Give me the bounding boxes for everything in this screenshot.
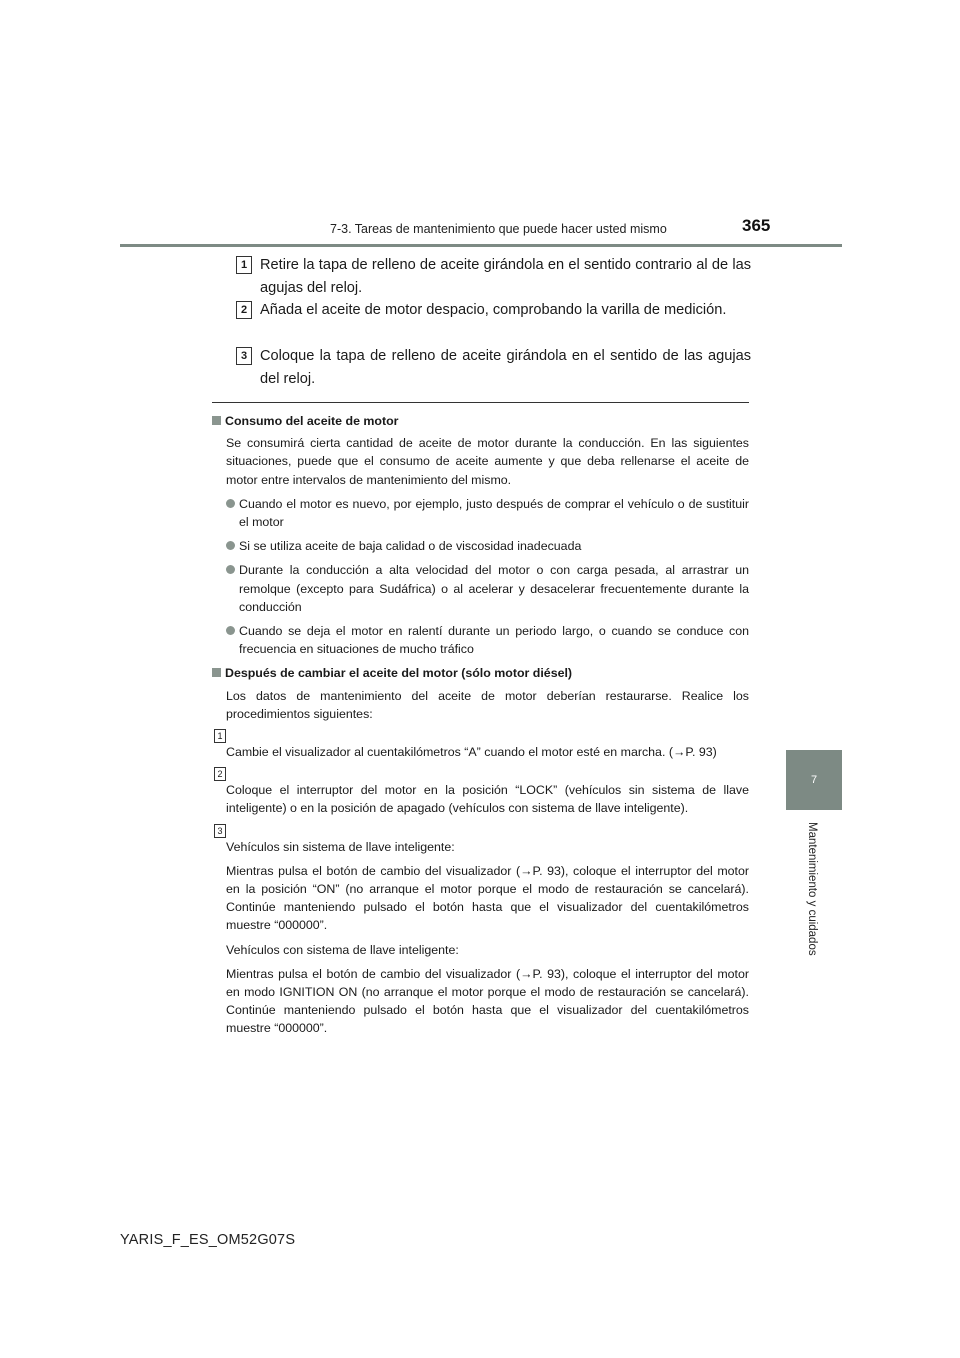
paragraph: Mientras pulsa el botón de cambio del visualizador (→P. 93), coloque el interruptor del motor en modo IGNITION ON (no arranque el motor porque el modo de restauración se cancelará). Continúe manteniendo pulsado el botón hasta que el visualizador del cuentakilómetros muestre “000000”. <box>226 966 749 1036</box>
page-number: 365 <box>742 216 771 235</box>
list-item <box>226 622 749 658</box>
header-rule <box>120 244 842 247</box>
paragraph: Vehículos con sistema de llave inteligente: <box>226 942 459 957</box>
step-number-box: 1 <box>236 256 252 274</box>
square-bullet-icon <box>212 416 221 425</box>
step-text: Vehículos sin sistema de llave inteligente: <box>226 839 455 854</box>
chapter-label: Mantenimiento y cuidados <box>806 822 818 956</box>
step-text: Retire la tapa de relleno de aceite girándola en el sentido contrario al de las agujas del reloj. <box>260 257 751 296</box>
heading-text: Consumo del aceite de motor <box>225 414 399 428</box>
paragraph: Mientras pulsa el botón de cambio del visualizador (→P. 93), coloque el interruptor del motor en la posición “ON” (no arranque el motor porque el modo de restauración se cancelará). Continúe manteniendo pulsado el botón hasta que el visualizador del cuentakilómetros muestre “000000”. <box>226 863 749 933</box>
step-number-box: 3 <box>236 347 252 365</box>
section-heading-consumption <box>212 412 749 430</box>
section-heading-oil-change <box>212 664 749 682</box>
chapter-label-wrap <box>806 822 826 982</box>
paragraph: Se consumirá cierta cantidad de aceite de motor durante la conducción. En las siguientes situaciones, puede que el consumo de aceite aumente y que deba rellenarse el aceite de motor entre intervalos de mantenimiento del mismo. <box>226 436 749 487</box>
list-item <box>226 537 749 555</box>
section-divider <box>212 402 749 403</box>
main-step-2 <box>236 299 751 322</box>
round-bullet-icon <box>226 565 235 574</box>
step-number-box: 2 <box>214 767 226 781</box>
square-bullet-icon <box>212 668 221 677</box>
list-item-text: Cuando se deja el motor en ralentí durante un periodo largo, o cuando se conduce con frecuencia en situaciones de mucho tráfico <box>239 624 749 657</box>
document-code: YARIS_F_ES_OM52G07S <box>120 1232 296 1248</box>
round-bullet-icon <box>226 626 235 635</box>
list-item-text: Cuando el motor es nuevo, por ejemplo, justo después de comprar el vehículo o de sustituir el motor <box>239 496 749 530</box>
list-item <box>226 495 749 531</box>
step-text: Añada el aceite de motor despacio, comprobando la varilla de medición. <box>260 302 727 318</box>
chapter-tab: 7 <box>786 750 842 810</box>
step-number-box: 3 <box>214 824 226 838</box>
round-bullet-icon <box>226 541 235 550</box>
round-bullet-icon <box>226 499 235 508</box>
heading-text: Después de cambiar el aceite del motor (sólo motor diésel) <box>225 666 573 681</box>
step-number-box: 2 <box>236 301 252 319</box>
paragraph: Los datos de mantenimiento del aceite de motor deberían restaurarse. Realice los procedimientos siguientes: <box>226 688 749 721</box>
list-item-text: Si se utiliza aceite de baja calidad o de viscosidad inadecuada <box>239 539 582 554</box>
step-number-box: 1 <box>214 729 226 743</box>
list-item <box>226 561 749 616</box>
step-text: Coloque la tapa de relleno de aceite girándola en el sentido de las agujas del reloj. <box>260 348 751 387</box>
step-text: Cambie el visualizador al cuentakilómetros “A” cuando el motor esté en marcha. (→P. 93) <box>226 745 717 760</box>
sub-step-1 <box>217 731 749 761</box>
section-title: 7-3. Tareas de mantenimiento que puede hacer usted mismo <box>330 222 667 236</box>
list-item-text: Durante la conducción a alta velocidad del motor o con carga pesada, al arrastrar un remolque (excepto para Sudáfrica) o al acelerar y desacelerar frecuentemente durante la conducción <box>239 563 749 614</box>
notes-content <box>212 412 749 1044</box>
sub-step-2 <box>217 769 749 817</box>
step-text: Coloque el interruptor del motor en la posición “LOCK” (vehículos sin sistema de llave inteligente) o en la posición de apagado (vehículos con sistema de llave inteligente). <box>226 783 749 816</box>
sub-step-3 <box>217 825 749 856</box>
main-step-1 <box>236 254 751 300</box>
main-step-3 <box>236 345 751 391</box>
